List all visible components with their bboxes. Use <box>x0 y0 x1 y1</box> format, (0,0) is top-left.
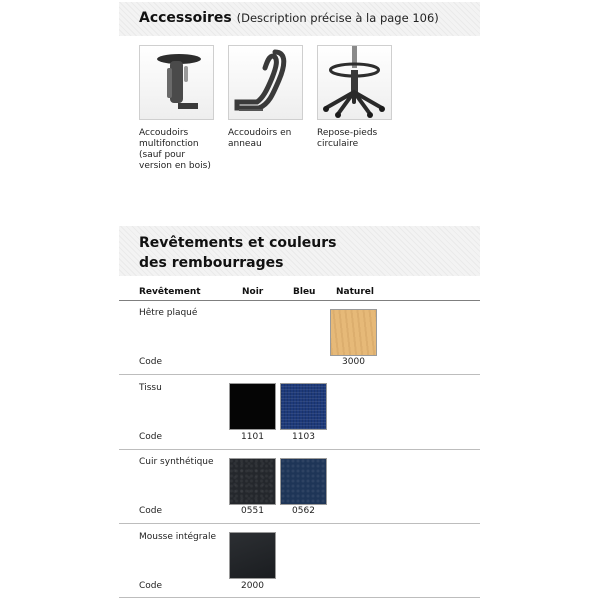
accessory-caption-ring-footrest: Repose-pieds circulaire <box>317 128 378 149</box>
covering-label-integral-foam: Mousse intégrale <box>139 532 216 542</box>
row-divider <box>119 449 480 450</box>
accessories-title <box>139 10 439 26</box>
swatch-fabric-blue <box>280 383 327 430</box>
row-divider <box>119 374 480 375</box>
accessories-description: (Description précise à la page 106) <box>236 11 439 25</box>
column-header-black: Noir <box>242 287 264 297</box>
swatch-code-2000: 2000 <box>241 581 264 591</box>
ring-armrest-thumbnail <box>228 45 303 120</box>
code-label: Code <box>139 506 163 516</box>
accessory-caption-multifunction-armrest: Accoudoirs multifonction (sauf pour version en bois) <box>139 128 211 171</box>
swatch-beech-natural <box>330 309 377 356</box>
ring-footrest-thumbnail <box>317 45 392 120</box>
code-label: Code <box>139 432 163 442</box>
column-header-covering: Revêtement <box>139 287 201 297</box>
swatch-foam-black <box>229 532 276 579</box>
coverings-title-line2: des rembourrages <box>139 255 284 271</box>
code-label: Code <box>139 357 163 367</box>
swatch-leather-blue <box>280 458 327 505</box>
accessory-caption-ring-armrest: Accoudoirs en anneau <box>228 128 292 149</box>
column-header-natural: Naturel <box>336 287 374 297</box>
swatch-code-3000: 3000 <box>342 357 365 367</box>
swatch-code-0551: 0551 <box>241 506 264 516</box>
coverings-title-line1: Revêtements et couleurs <box>139 235 337 251</box>
covering-label-beech: Hêtre plaqué <box>139 308 198 318</box>
column-header-blue: Bleu <box>293 287 316 297</box>
multifunction-armrest-thumbnail <box>139 45 214 120</box>
covering-label-fabric: Tissu <box>139 383 162 393</box>
swatch-code-1103: 1103 <box>292 432 315 442</box>
ring-armrest-icon <box>229 46 302 119</box>
table-header-divider <box>119 300 480 301</box>
ring-footrest-icon <box>318 46 391 119</box>
swatch-leather-black <box>229 458 276 505</box>
swatch-code-0562: 0562 <box>292 506 315 516</box>
swatch-fabric-black <box>229 383 276 430</box>
coverings-title <box>139 233 336 273</box>
swatch-code-1101: 1101 <box>241 432 264 442</box>
row-divider <box>119 597 480 598</box>
code-label: Code <box>139 581 163 591</box>
row-divider <box>119 523 480 524</box>
covering-label-synthetic-leather: Cuir synthétique <box>139 457 214 467</box>
accessories-title-text: Accessoires <box>139 10 232 26</box>
multifunction-armrest-icon <box>140 46 213 119</box>
